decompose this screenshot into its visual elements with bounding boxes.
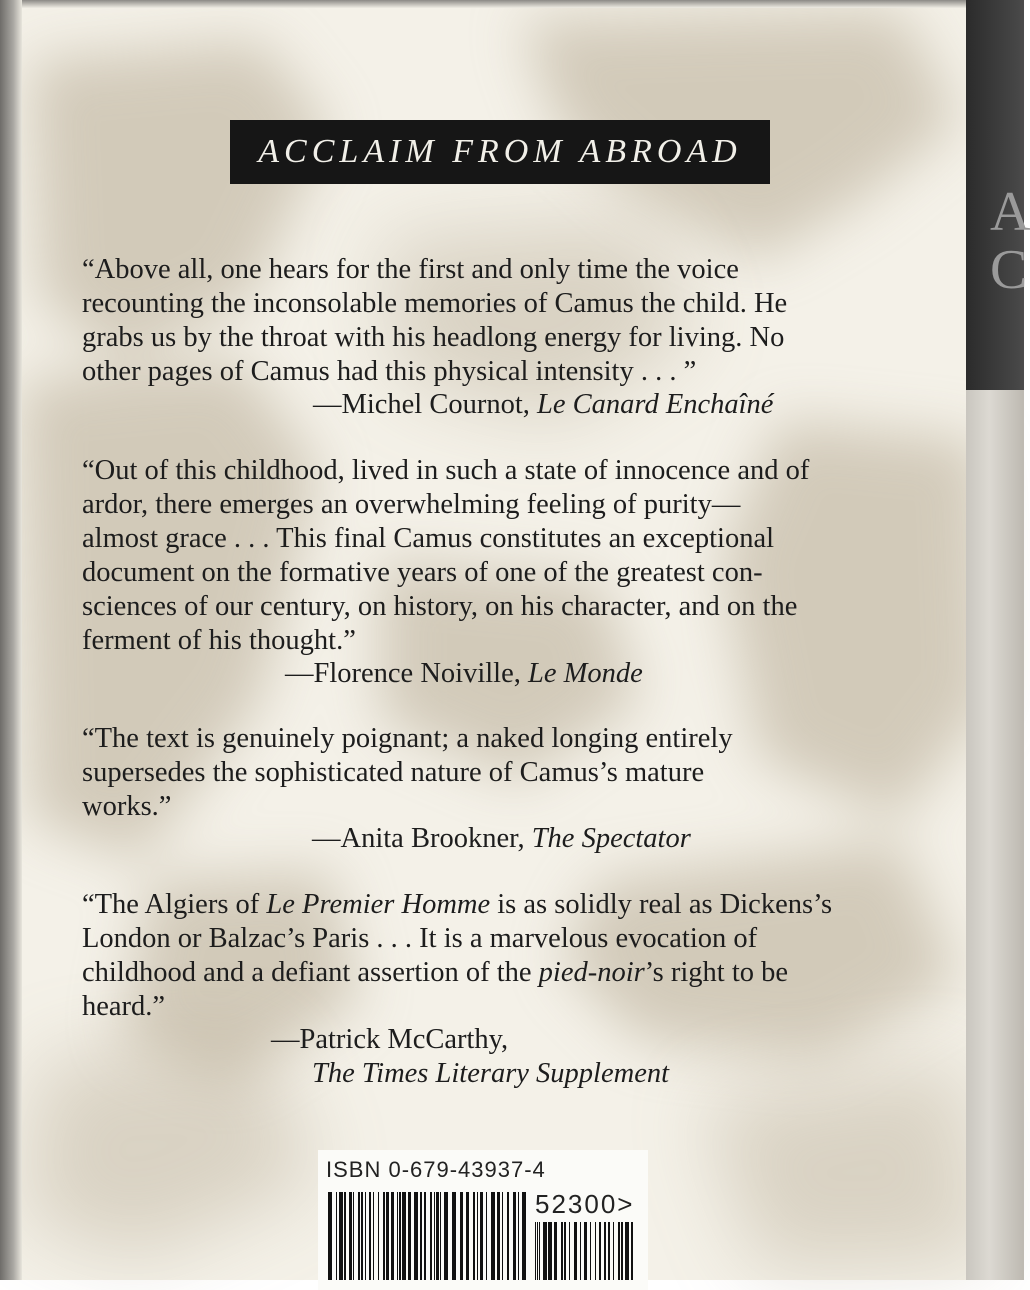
barcode-bar (613, 1222, 614, 1280)
barcode-bar (444, 1192, 448, 1280)
barcode-bar (502, 1192, 503, 1280)
barcode-bar (621, 1222, 623, 1280)
barcode-bar (436, 1192, 439, 1280)
quote-line: ardor, there emerges an overwhelming feeling of purity— (82, 489, 741, 520)
barcode-bar (518, 1192, 519, 1280)
barcode-bar (477, 1192, 478, 1280)
quote-italic-term: pied-noir (538, 957, 645, 988)
barcode-bar (618, 1222, 620, 1280)
barcode-bar (574, 1222, 577, 1280)
barcode-bar (599, 1222, 601, 1280)
barcode-bar (452, 1192, 456, 1280)
barcode-bar (369, 1192, 371, 1280)
barcode-bar (460, 1192, 463, 1280)
spine-fold-lower (966, 390, 1024, 1280)
barcode-bar (383, 1192, 385, 1280)
barcode-bar (625, 1222, 629, 1280)
quote-attribution (271, 1023, 508, 1057)
isbn-label: ISBN 0-679-43937-4 (326, 1157, 546, 1182)
barcode-bar (522, 1192, 526, 1280)
spine-letter: C (990, 239, 1028, 301)
barcode-bar (365, 1192, 366, 1280)
spine-letter: A (990, 181, 1030, 243)
quote-author: —Florence Noiville, (285, 658, 521, 689)
barcode-bar (539, 1222, 540, 1280)
barcode-bar (361, 1192, 363, 1280)
quote-line: document on the formative years of one of the greatest con- (82, 557, 763, 588)
quote-source: Le Monde (528, 658, 643, 689)
quote-line: almost grace . . . This final Camus constitutes an exceptional (82, 523, 775, 554)
barcode-bar (535, 1222, 536, 1280)
quote-line: supersedes the sophisticated nature of Camus’s mature (82, 757, 705, 788)
quote-attribution (285, 657, 643, 691)
quote-attribution (312, 1057, 669, 1091)
barcode-bar (497, 1192, 500, 1280)
barcode-bar (564, 1222, 566, 1280)
section-title: ACCLAIM FROM ABROAD (258, 133, 742, 170)
quote-text: childhood and a defiant assertion of the (82, 957, 532, 988)
barcode-bar (424, 1192, 426, 1280)
quote-line: recounting the inconsolable memories of Camus the child. He (82, 288, 788, 319)
review-quote (82, 253, 882, 389)
barcode-bar (420, 1192, 422, 1280)
quote-line: sciences of our century, on history, on his character, and on the (82, 591, 798, 622)
quote-source: The Times Literary Supplement (312, 1058, 670, 1089)
barcode-bar (391, 1192, 394, 1280)
cover-top-edge (0, 0, 1024, 8)
barcode-bar (561, 1222, 563, 1280)
quote-line: “Above all, one hears for the first and only time the voice (82, 254, 739, 285)
barcode-bar (399, 1192, 401, 1280)
review-quote (82, 888, 882, 1024)
barcode-bar (595, 1222, 596, 1280)
barcode-bar (414, 1192, 418, 1280)
quote-line: “Out of this childhood, lived in such a state of innocence and of (82, 455, 810, 486)
barcode-bar (466, 1192, 469, 1280)
barcode-bar (604, 1222, 606, 1280)
quote-line: heard.” (82, 991, 166, 1022)
barcode-bar (344, 1192, 346, 1280)
price-barcode (535, 1222, 635, 1280)
barcode-bar (408, 1192, 411, 1280)
quote-author: —Michel Cournot, (313, 389, 530, 420)
barcode-bar (473, 1192, 475, 1280)
barcode-bar (486, 1192, 487, 1280)
barcode-bar (631, 1222, 633, 1280)
quote-line (82, 956, 882, 990)
barcode-bar (386, 1192, 389, 1280)
review-quote (82, 454, 882, 658)
quote-text: is as solidly real as Dickens’s (497, 889, 833, 920)
barcode-bar (349, 1192, 352, 1280)
quote-attribution (312, 822, 691, 856)
quote-line: London or Balzac’s Paris . . . It is a marvelous evocation of (82, 923, 758, 954)
barcode-bar (328, 1192, 332, 1280)
review-quote (82, 722, 882, 824)
quote-line: works.” (82, 791, 172, 822)
quote-italic-title: Le Premier Homme (266, 889, 491, 920)
barcode-bar (513, 1192, 516, 1280)
quote-line: grabs us by the throat with his headlong energy for living. No (82, 322, 785, 353)
barcode-bar (584, 1222, 587, 1280)
section-header-band (230, 120, 770, 184)
cover-left-edge (0, 0, 22, 1280)
quote-attribution (313, 388, 773, 422)
barcode-bar (569, 1222, 570, 1280)
quote-line (82, 888, 882, 922)
barcode-bar (434, 1192, 435, 1280)
barcode-bar (336, 1192, 337, 1280)
barcode-bar (554, 1222, 557, 1280)
price-code: 52300> (535, 1189, 635, 1219)
barcode-bar (580, 1222, 581, 1280)
barcode-bar (397, 1192, 398, 1280)
barcode-bar (339, 1192, 343, 1280)
barcode-bar (440, 1192, 441, 1280)
quote-line: other pages of Camus had this physical intensity . . . ” (82, 356, 697, 387)
quote-text: “The Algiers of (82, 889, 260, 920)
barcode-bar (590, 1222, 591, 1280)
isbn-barcode (328, 1192, 524, 1280)
quote-line: ferment of his thought.” (82, 625, 356, 656)
quote-author: —Anita Brookner, (312, 823, 525, 854)
barcode-bar (491, 1192, 495, 1280)
barcode-bar (548, 1222, 552, 1280)
barcode-bar (430, 1192, 432, 1280)
barcode-bar (608, 1222, 610, 1280)
barcode-bar (378, 1192, 379, 1280)
barcode-bar (353, 1192, 354, 1280)
quote-source: The Spectator (531, 823, 691, 854)
quote-line: “The text is genuinely poignant; a naked longing entirely (82, 723, 733, 754)
quote-text: ’s right to be (644, 957, 789, 988)
barcode-bar (480, 1192, 483, 1280)
barcode-bar (402, 1192, 406, 1280)
barcode-bar (537, 1222, 538, 1280)
barcode-bar (507, 1192, 509, 1280)
barcode-bar (373, 1192, 374, 1280)
quote-author: —Patrick McCarthy, (271, 1024, 509, 1055)
barcode-bar (358, 1192, 360, 1280)
barcode-bar (543, 1222, 547, 1280)
quote-source: Le Canard Enchaîné (537, 389, 774, 420)
